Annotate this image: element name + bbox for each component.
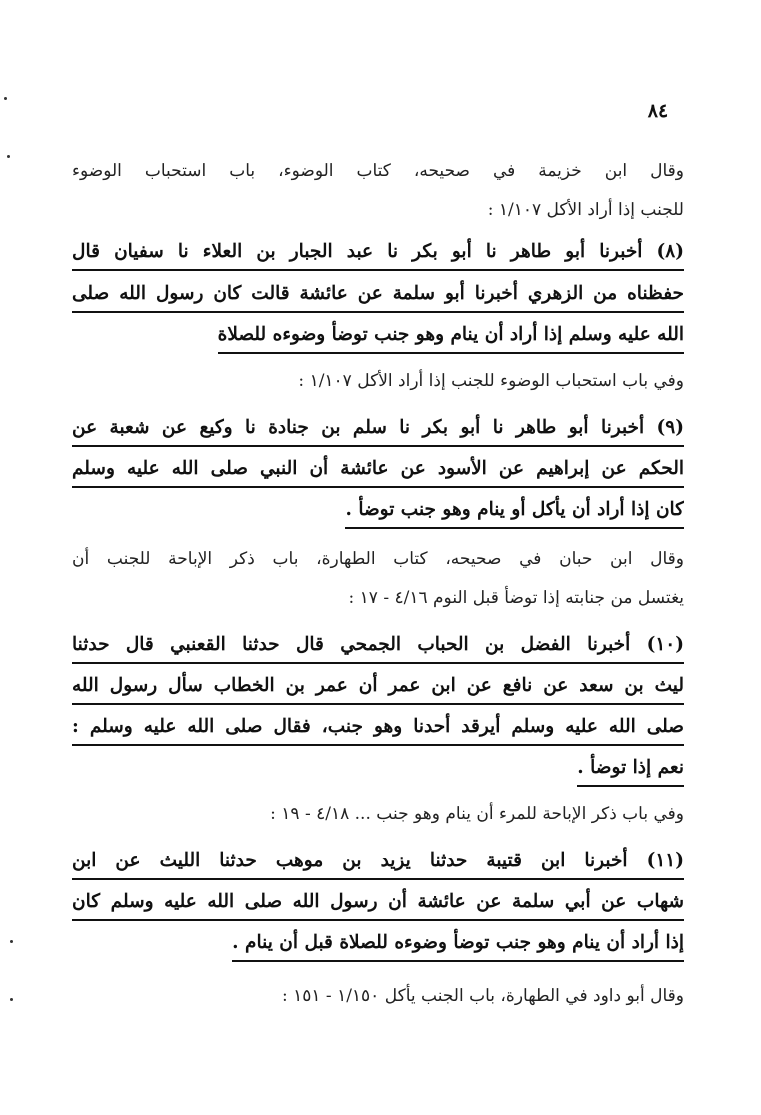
hadith-line: نعم إذا توضأ . [577,751,684,787]
intro-line: للجنب إذا أراد الأكل ١/١٠٧ : [487,200,684,220]
intro-line: وقال ابن حبان في صحيحه، كتاب الطهارة، باب ذكر الإباحة للجنب أن [72,549,684,569]
hadith-line: صلى الله عليه وسلم أيرقد أحدنا وهو جنب، فقال صلى الله عليه وسلم : [72,710,684,746]
intro-line: وقال ابن خزيمة في صحيحه، كتاب الوضوء، باب استحباب الوضوء [72,161,684,181]
scan-speck [4,97,7,100]
hadith-line: (٨) أخبرنا أبو طاهر نا أبو بكر نا عبد الجبار بن العلاء نا سفيان قال [72,235,684,271]
page-number: ٨٤ [647,100,669,122]
hadith-line: الله عليه وسلم إذا أراد أن ينام وهو جنب توضأ وضوءه للصلاة [218,318,684,354]
hadith-line: الحكم عن إبراهيم عن الأسود عن عائشة أن النبي صلى الله عليه وسلم [72,452,684,488]
scan-speck [10,998,13,1001]
hadith-line: (١٠) أخبرنا الفضل بن الحباب الجمحي قال حدثنا القعنبي قال حدثنا [72,628,684,664]
intro-line: وفي باب ذكر الإباحة للمرء أن ينام وهو جنب ... ٤/١٨ - ١٩ : [270,804,684,824]
hadith-line: شهاب عن أبي سلمة عن عائشة أن رسول الله صلى الله عليه وسلم كان [72,885,684,921]
hadith-line: حفظناه من الزهري أخبرنا أبو سلمة عن عائشة قالت كان رسول الله صلى [72,277,684,313]
hadith-line: كان إذا أراد أن يأكل أو ينام وهو جنب توضأ . [345,493,684,529]
intro-line: وقال أبو داود في الطهارة، باب الجنب يأكل ١/١٥٠ - ١٥١ : [281,986,684,1006]
hadith-line: ليث بن سعد عن نافع عن ابن عمر أن عمر بن الخطاب سأل رسول الله [72,669,684,705]
intro-line: يغتسل من جنابته إذا توضأ قبل النوم ٤/١٦ - ١٧ : [348,588,684,608]
scan-speck [7,155,10,158]
intro-line: وفي باب استحباب الوضوء للجنب إذا أراد الأكل ١/١٠٧ : [298,371,684,391]
hadith-line: إذا أراد أن ينام وهو جنب توضأ وضوءه للصلاة قبل أن ينام . [232,926,684,962]
scan-speck [10,940,13,943]
hadith-line: (٩) أخبرنا أبو طاهر نا أبو بكر نا سلم بن جنادة نا وكيع عن شعبة عن [72,411,684,447]
hadith-line: (١١) أخبرنا ابن قتيبة حدثنا يزيد بن موهب حدثنا الليث عن ابن [72,844,684,880]
